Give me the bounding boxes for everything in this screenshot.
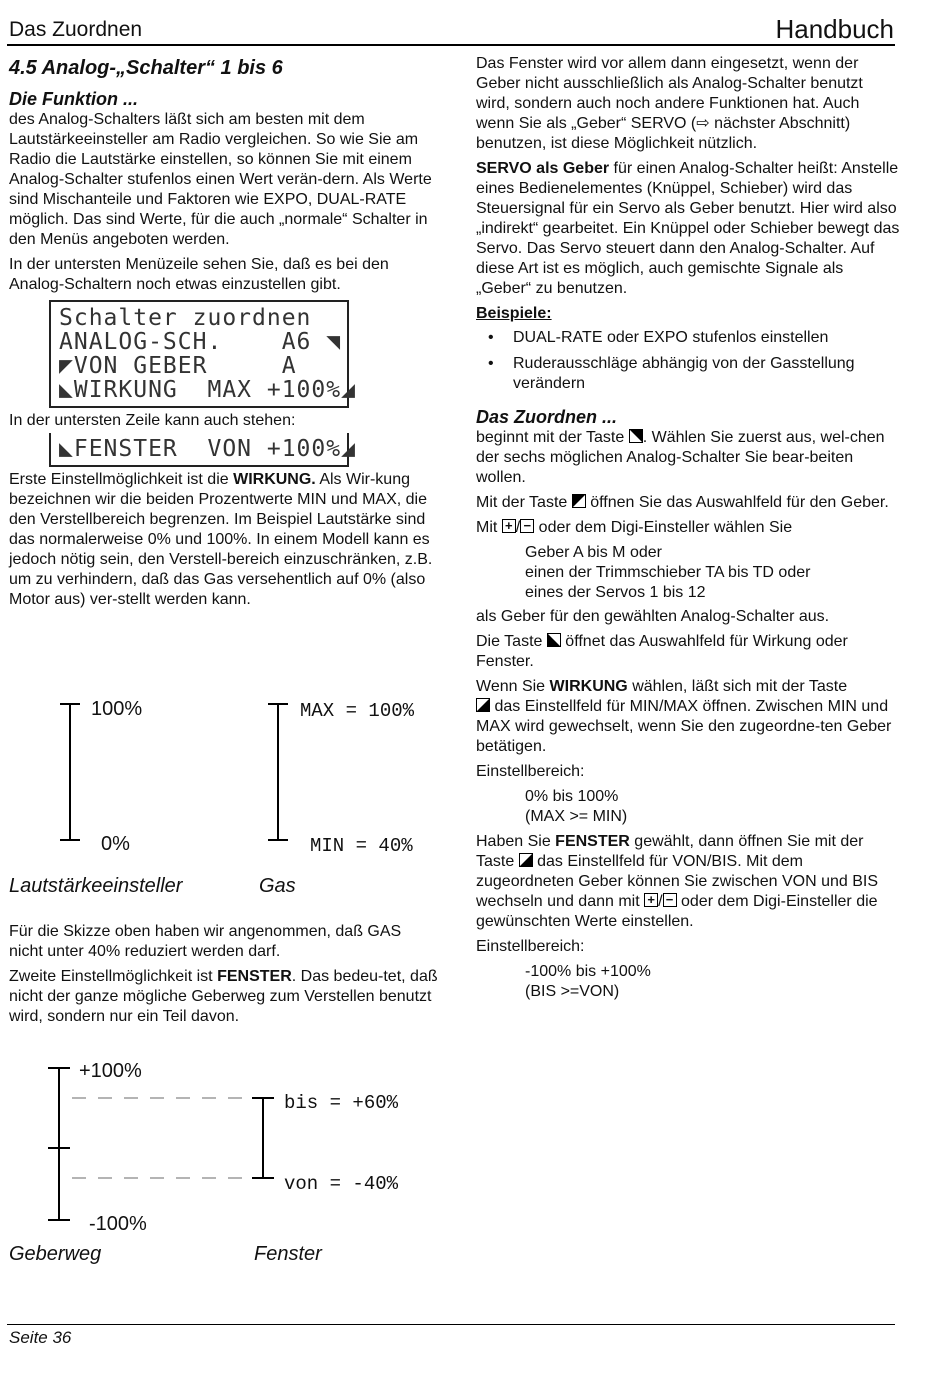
key-bottom-right-icon xyxy=(476,698,490,712)
label-bis: bis = +60% xyxy=(284,1092,399,1114)
key-top-right-icon xyxy=(629,429,643,443)
beispiele-heading: Beispiele: xyxy=(476,305,552,322)
key-minus-icon xyxy=(520,519,534,533)
header-rule xyxy=(7,44,895,46)
key-top-left-icon xyxy=(572,494,586,508)
lcd-line: ANALOG-SCH. A6 ◥ xyxy=(59,329,342,355)
left-column-lower xyxy=(9,922,439,1032)
header-title: Handbuch xyxy=(775,14,894,44)
footer-rule xyxy=(7,1324,895,1325)
caption-fenster: Fenster xyxy=(254,1243,322,1265)
paragraph: Die Taste öffnet das Auswahlfeld für Wirkung oder Fenster. xyxy=(476,633,848,670)
list-item: • DUAL-RATE oder EXPO stufenlos einstellen xyxy=(476,328,900,348)
key-minus-icon xyxy=(663,893,677,907)
label-minus100: -100% xyxy=(89,1213,147,1235)
list-item: • Ruderausschläge abhängig von der Gasstellung verändern xyxy=(476,354,900,394)
paragraph: Das Fenster wird vor allem dann eingesetzt, wenn der Geber nicht ausschließlich als Analog-Schalter benutzt wird, sondern auch noch andere Funktionen hat. Auch wenn Sie als „Geber“ SERVO (⇨ nächster Abschnitt) benutzen, ist diese Möglichkeit nützlich. xyxy=(476,55,863,152)
paragraph: Für die Skizze oben haben wir angenommen, daß GAS nicht unter 40% reduziert werden darf. xyxy=(9,923,402,960)
paragraph: In der untersten Menüzeile sehen Sie, daß es bei den Analog-Schaltern noch etwas einzustellen gibt. xyxy=(9,256,389,293)
paragraph: Mit der Taste öffnen Sie das Auswahlfeld für den Geber. xyxy=(476,494,889,511)
paragraph: Mit +/− oder dem Digi-Einsteller wählen Sie xyxy=(476,518,900,538)
indented-block: Geber A bis M oder einen der Trimmschieber TA bis TD oder eines der Servos 1 bis 12 xyxy=(525,544,811,601)
label-min: MIN = 40% xyxy=(310,835,413,857)
paragraph: Einstellbereich: xyxy=(476,763,585,780)
header-section: Das Zuordnen xyxy=(9,18,143,41)
paragraph: Wenn Sie WIRKUNG wählen, läßt sich mit der Taste das Einstellfeld für MIN/MAX öffnen. Zwischen MIN und MAX wird gewechselt, wenn Sie den zugeordne-ten Geber betätigen. xyxy=(476,678,892,755)
paragraph: SERVO als Geber für einen Analog-Schalter heißt: Anstelle eines Bedienelementes (Knüppel, Schieber) wird das Steuersignal für ein Servo als Geber benutzt. Hier wird also „indirekt“ gearbeitet. Ein Knüppel oder Schieber bewegt das Servo. Das Servo steuert dann den Analog-Schalter. Auf diese Art ist es möglich, auch gemischte Signale als „Geber“ zu benutzen. xyxy=(476,160,900,297)
paragraph: Haben Sie FENSTER gewählt, dann öffnen Sie mit der Taste das Einstellfeld für VON/BIS. Mit dem zugeordneten Geber können Sie zwischen VON und BIS wechseln und dann mit +/− oder dem Digi-Einsteller die gewünschten Werte einstellen. xyxy=(476,832,900,932)
section-title: 4.5 Analog-„Schalter“ 1 bis 6 xyxy=(9,57,283,79)
key-plus-icon xyxy=(502,519,516,533)
right-column xyxy=(476,54,900,1007)
paragraph: In der untersten Zeile kann auch stehen: xyxy=(9,412,296,429)
key-bottom-left-icon xyxy=(547,633,561,647)
examples-list xyxy=(476,328,900,394)
left-column xyxy=(9,56,439,615)
label-0: 0% xyxy=(101,833,130,855)
paragraph: als Geber für den gewählten Analog-Schalter aus. xyxy=(476,608,830,625)
key-plus-icon xyxy=(644,893,658,907)
label-100: 100% xyxy=(91,698,143,720)
lcd-line: ◤VON GEBER A xyxy=(59,353,297,379)
paragraph: Einstellbereich: xyxy=(476,938,585,955)
paragraph: beginnt mit der Taste . Wählen Sie zuerst aus, wel-chen der sechs möglichen Analog-Schalter Sie bear-beiten wollen. xyxy=(476,429,885,486)
label-von: von = -40% xyxy=(284,1173,399,1195)
lcd-display xyxy=(49,300,356,408)
paragraph: des Analog-Schalters läßt sich am besten mit dem Lautstärkeeinsteller am Radio vergleichen. So wie Sie am Radio die Lautstärke einstellen, so können Sie mit einem Analog-Schalter stufenlos einen Wert verän-dern. Als Werte sind Mischanteile und Faktoren wie EXPO, DUAL-RATE möglich. Das sind Werte, für die auch „normale“ Schalter in den Menüs angeboten werden. xyxy=(9,111,432,248)
caption-geberweg: Geberweg xyxy=(9,1243,102,1265)
lcd-line: ◣WIRKUNG MAX +100%◢ xyxy=(59,377,356,403)
caption-gas: Gas xyxy=(259,875,296,897)
indented-block: 0% bis 100% (MAX >= MIN) xyxy=(525,788,628,825)
page-number: Seite 36 xyxy=(9,1328,72,1347)
label-plus100: +100% xyxy=(79,1060,142,1082)
funktion-heading: Die Funktion ... xyxy=(9,89,138,109)
lcd-line: Schalter zuordnen xyxy=(59,305,312,331)
key-bottom-right-icon xyxy=(519,853,533,867)
window-diagram xyxy=(0,1060,450,1230)
lcd-display-fenster: ◣FENSTER VON +100%◢ xyxy=(49,433,349,467)
indented-block: -100% bis +100% (BIS >=VON) xyxy=(525,963,651,1000)
paragraph: Erste Einstellmöglichkeit ist die WIRKUNG. Als Wir-kung bezeichnen wir die beiden Prozentwerte MIN und MAX, die den Verstellbereich begrenzen. Im Beispiel Lautstärke sind das normalerweise 0% und 100%. In einem Modell kann es jedoch nötig sein, den Verstell-bereich einzuschränken, z.B. um zu verhindern, daß das Gas versehentlich auf 0% (also Motor aus) ver-stellt werden kann. xyxy=(9,471,433,608)
caption-lautstaerke: Lautstärkeeinsteller xyxy=(9,875,183,897)
label-max: MAX = 100% xyxy=(300,700,415,722)
paragraph: Zweite Einstellmöglichkeit ist FENSTER. Das bedeu-tet, daß nicht der ganze mögliche Geberweg zum Verstellen benutzt wird, sondern nur ein Teil davon. xyxy=(9,968,438,1025)
zuordnen-heading: Das Zuordnen ... xyxy=(476,407,618,427)
